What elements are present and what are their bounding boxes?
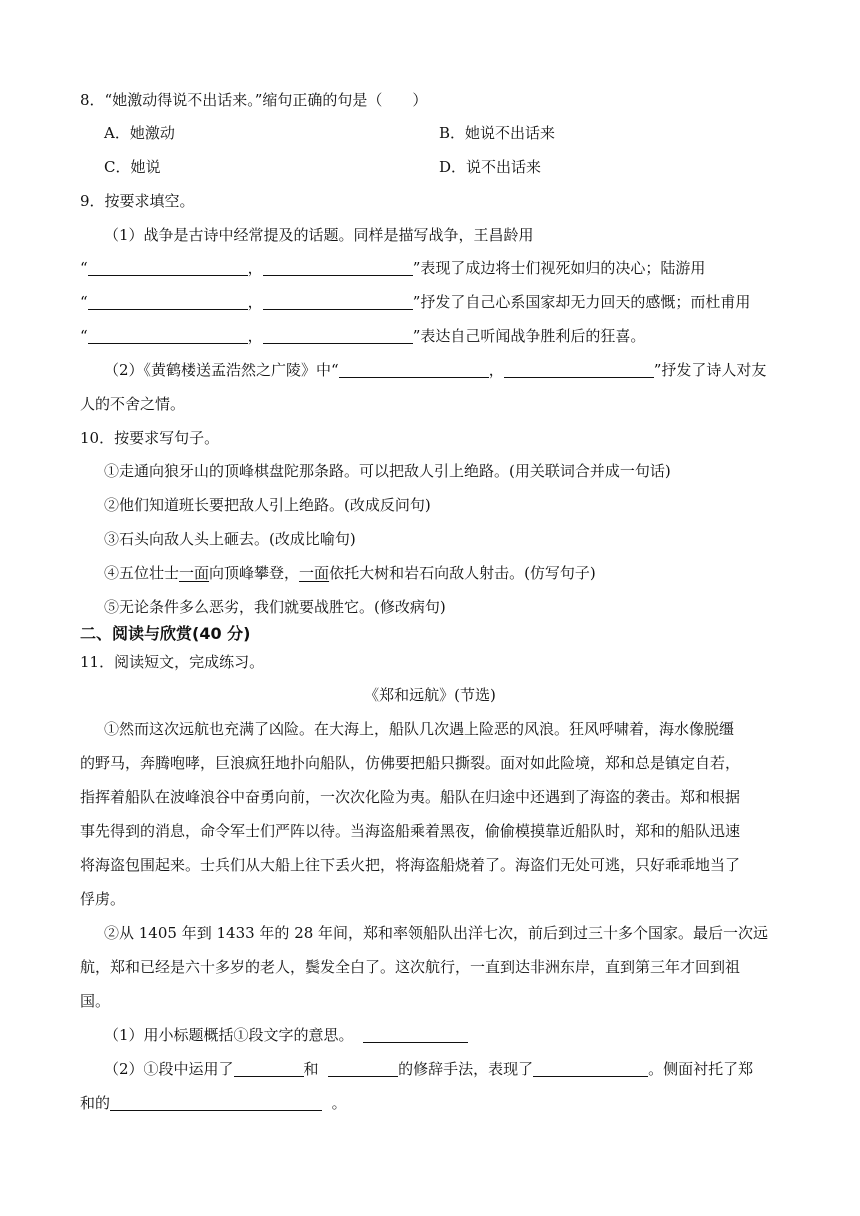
- q8-option-d: D．说不出话来: [439, 158, 542, 176]
- passage-para1-line: ①然而这次远航也充满了凶险。在大海上，船队几次遇上险恶的风浪。狂风呼啸着，海水像脱缰: [104, 720, 735, 738]
- q10-item-1: ①走通向狼牙山的顶峰棋盘陀那条路。可以把敌人引上绝路。(用关联词合并成一句话): [104, 462, 671, 480]
- item4-part: 依托大树和岩石向敌人射击。(仿写句子): [329, 564, 596, 582]
- comma: ，: [247, 293, 263, 311]
- q8-stem: 8．“她激动得说不出话来。”缩句正确的句是（ ）: [80, 91, 428, 109]
- q9-line2-end: ”表现了成边将士们视死如归的决心；陆游用: [412, 259, 706, 277]
- q10-item-4: [104, 563, 596, 583]
- open-quote: “: [80, 259, 88, 277]
- q11-sub1: [104, 1025, 468, 1045]
- item4-part: 向顶峰攀登，: [209, 564, 300, 582]
- q8-option-b: B．她说不出话来: [439, 124, 556, 142]
- q9-part1-line1: （1）战争是古诗中经常提及的话题。同样是描写战争，王昌龄用: [104, 226, 534, 244]
- q8-option-c: C．她说: [104, 158, 161, 176]
- q11-title: 11．阅读短文，完成练习。: [80, 653, 265, 671]
- passage-para2-line: ②从 1405 年到 1433 年的 28 年间，郑和率领船队出洋七次，前后到过三十多个国家。最后一次远: [104, 924, 769, 942]
- item4-part: ④五位壮士: [104, 564, 180, 582]
- q10-item-3: ③石头向敌人头上砸去。(改成比喻句): [104, 530, 356, 548]
- q11-sub2-text: 和: [303, 1060, 319, 1078]
- passage-para1-line: 指挥着船队在波峰浪谷中奋勇向前，一次次化险为夷。船队在归途中还遇到了海盗的袭击。郑和根据: [80, 788, 741, 806]
- blank-field[interactable]: [263, 259, 413, 276]
- q10-item-5: ⑤无论条件多么恶劣，我们就要战胜它。(修改病句): [104, 598, 446, 616]
- passage-para2-line: 国。: [80, 992, 111, 1010]
- comma: ，: [247, 259, 263, 277]
- q9-line3-end: ”抒发了自己心系国家却无力回天的感慨；而杜甫用: [412, 293, 751, 311]
- blank-field[interactable]: [88, 259, 248, 276]
- blank-field[interactable]: [533, 1060, 648, 1077]
- passage-para2-line: 航，郑和已经是六十多岁的老人，鬓发全白了。这次航行，一直到达非洲东岸，直到第三年才回到祖: [80, 958, 741, 976]
- comma: ，: [247, 327, 263, 345]
- q10-title: 10．按要求写句子。: [80, 429, 220, 447]
- section-heading: 二、阅读与欣赏(40 分): [80, 624, 251, 643]
- passage-para1-line: 事先得到的消息，命令军士们严阵以待。当海盗船乘着黑夜，偷偷模摸靠近船队时，郑和的船队迅速: [80, 822, 741, 840]
- blank-field[interactable]: [88, 293, 248, 310]
- q9-part1-line2: [80, 258, 705, 278]
- blank-field[interactable]: [328, 1060, 398, 1077]
- q9-part1-line4: [80, 326, 645, 346]
- passage-para1-line: 俘虏。: [80, 890, 126, 908]
- comma: ，: [488, 361, 504, 379]
- blank-field[interactable]: [504, 361, 654, 378]
- open-quote: “: [80, 327, 88, 345]
- item4-underlined: 一面: [179, 564, 210, 582]
- q11-sub2-line1: [104, 1059, 753, 1079]
- q9-line4-end: ”表达自己听闻战争胜利后的狂喜。: [412, 327, 646, 345]
- item4-underlined: 一面: [299, 564, 330, 582]
- blank-field[interactable]: [88, 327, 248, 344]
- blank-field[interactable]: [263, 293, 413, 310]
- q11-sub1-text: （1）用小标题概括①段文字的意思。: [104, 1026, 354, 1044]
- blank-field[interactable]: [110, 1094, 322, 1111]
- q9-part2-line1: [104, 360, 766, 380]
- passage-title: 《郑和远航》(节选): [364, 686, 496, 704]
- passage-para1-line: 的野马，奔腾咆哮，巨浪疯狂地扑向船队，仿佛要把船只撕裂。面对如此险境，郑和总是镇定自若，: [80, 754, 741, 772]
- q9-part2-end: ”抒发了诗人对友: [653, 361, 767, 379]
- q11-sub2-text: （2）①段中运用了: [104, 1060, 234, 1078]
- q9-part1-line3: [80, 292, 750, 312]
- q11-sub2-text: 。: [331, 1094, 347, 1112]
- blank-field[interactable]: [339, 361, 489, 378]
- q9-part2-start: （2）《黄鹤楼送孟浩然之广陵》中“: [104, 361, 339, 379]
- q11-sub2-text: 。侧面衬托了郑: [648, 1060, 754, 1078]
- blank-field[interactable]: [363, 1026, 468, 1043]
- q11-sub2-text: 的修辞手法，表现了: [398, 1060, 534, 1078]
- passage-para1-line: 将海盗包围起来。士兵们从大船上往下丢火把，将海盗船烧着了。海盗们无处可逃，只好乖乖地当了: [80, 856, 741, 874]
- q8-option-a: A．她激动: [104, 124, 175, 142]
- q9-title: 9．按要求填空。: [80, 192, 195, 210]
- q11-sub2-text: 和的: [80, 1094, 111, 1112]
- q10-item-2: ②他们知道班长要把敌人引上绝路。(改成反问句): [104, 496, 431, 514]
- open-quote: “: [80, 293, 88, 311]
- q9-part2-line2: 人的不舍之情。: [80, 395, 186, 413]
- q11-sub2-line2: [80, 1093, 347, 1113]
- blank-field[interactable]: [263, 327, 413, 344]
- blank-field[interactable]: [234, 1060, 304, 1077]
